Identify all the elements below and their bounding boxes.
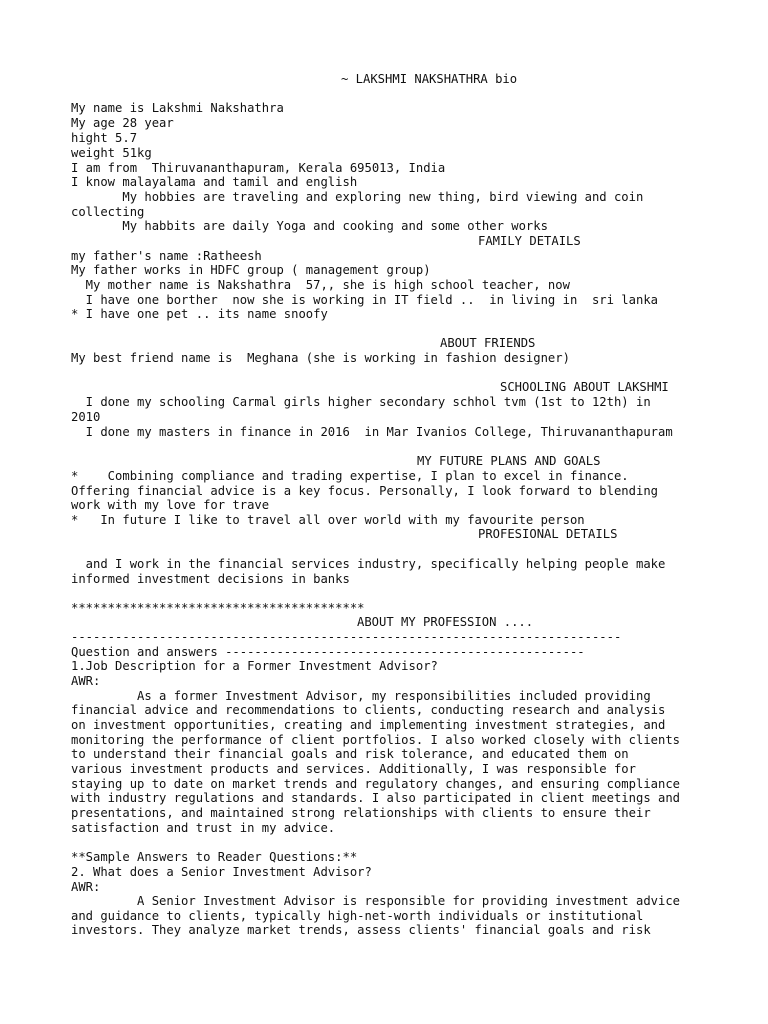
intro-line: collecting	[71, 205, 145, 219]
answer-line: and guidance to clients, typically high-net-worth individuals or institutional	[71, 909, 644, 923]
answer-line: satisfaction and trust in my advice.	[71, 821, 336, 835]
answer-line: with industry regulations and standards. I also participated in client meetings and	[71, 791, 681, 805]
dash-divider: ---------------------------------------------------------------------------	[71, 630, 622, 644]
intro-line: My hobbies are traveling and exploring new thing, bird viewing and coin	[71, 190, 644, 204]
plans-line: Offering financial advice is a key focus. Personally, I look forward to blending	[71, 484, 658, 498]
intro-line: hight 5.7	[71, 131, 138, 145]
intro-line: I know malayalama and tamil and english	[71, 175, 358, 189]
answer-line: As a former Investment Advisor, my responsibilities included providing	[71, 689, 651, 703]
intro-line: I am from Thiruvananthapuram, Kerala 695013, India	[71, 161, 446, 175]
schooling-line: I done my schooling Carmal girls higher secondary schhol tvm (1st to 12th) in	[71, 395, 651, 409]
section-heading-profession: ABOUT MY PROFESSION ....	[357, 615, 534, 629]
schooling-line: I done my masters in finance in 2016 in Mar Ivanios College, Thiruvananthapuram	[71, 425, 673, 439]
intro-line: My habbits are daily Yoga and cooking and some other works	[71, 219, 548, 233]
question-line: 1.Job Description for a Former Investment Advisor?	[71, 659, 438, 673]
plans-line: * In future I like to travel all over world with my favourite person	[71, 513, 585, 527]
professional-line: informed investment decisions in banks	[71, 572, 350, 586]
answer-line: various investment products and services. Additionally, I was responsible for	[71, 762, 636, 776]
answer-label: AWR:	[71, 880, 101, 894]
family-line: * I have one pet .. its name snoofy	[71, 307, 328, 321]
family-line: My father works in HDFC group ( management group)	[71, 263, 431, 277]
intro-line: weight 51kg	[71, 146, 152, 160]
sample-heading: **Sample Answers to Reader Questions:**	[71, 850, 358, 864]
answer-label: AWR:	[71, 674, 101, 688]
star-divider: ****************************************	[71, 601, 365, 615]
intro-line: My name is Lakshmi Nakshathra	[71, 101, 284, 115]
family-line: My mother name is Nakshathra 57,, she is high school teacher, now	[71, 278, 570, 292]
professional-line: and I work in the financial services industry, specifically helping people make	[71, 557, 666, 571]
answer-line: on investment opportunities, creating and implementing investment strategies, and	[71, 718, 666, 732]
section-heading-professional: PROFESIONAL DETAILS	[478, 527, 618, 541]
question-line: 2. What does a Senior Investment Advisor?	[71, 865, 372, 879]
family-line: I have one borther now she is working in IT field .. in living in sri lanka	[71, 293, 658, 307]
answer-line: financial advice and recommendations to clients, conducting research and analysis	[71, 703, 666, 717]
plans-line: work with my love for trave	[71, 498, 270, 512]
section-heading-family: FAMILY DETAILS	[478, 234, 581, 248]
intro-line: My age 28 year	[71, 116, 174, 130]
qa-label: Question and answers -------------------------------------------------	[71, 645, 585, 659]
answer-line: presentations, and maintained strong relationships with clients to ensure their	[71, 806, 651, 820]
friends-line: My best friend name is Meghana (she is working in fashion designer)	[71, 351, 570, 365]
section-heading-friends: ABOUT FRIENDS	[440, 336, 536, 350]
answer-line: investors. They analyze market trends, assess clients' financial goals and risk	[71, 923, 651, 937]
schooling-line: 2010	[71, 410, 101, 424]
answer-line: to understand their financial goals and risk tolerance, and educated them on	[71, 747, 629, 761]
section-heading-plans: MY FUTURE PLANS AND GOALS	[417, 454, 601, 468]
answer-line: A Senior Investment Advisor is responsible for providing investment advice	[71, 894, 681, 908]
answer-line: staying up to date on market trends and regulatory changes, and ensuring compliance	[71, 777, 681, 791]
plans-line: * Combining compliance and trading expertise, I plan to excel in finance.	[71, 469, 629, 483]
section-heading-schooling: SCHOOLING ABOUT LAKSHMI	[500, 380, 669, 394]
document-title: ~ LAKSHMI NAKSHATHRA bio	[341, 72, 518, 86]
answer-line: monitoring the performance of client portfolios. I also worked closely with clients	[71, 733, 681, 747]
family-line: my father's name :Ratheesh	[71, 249, 262, 263]
